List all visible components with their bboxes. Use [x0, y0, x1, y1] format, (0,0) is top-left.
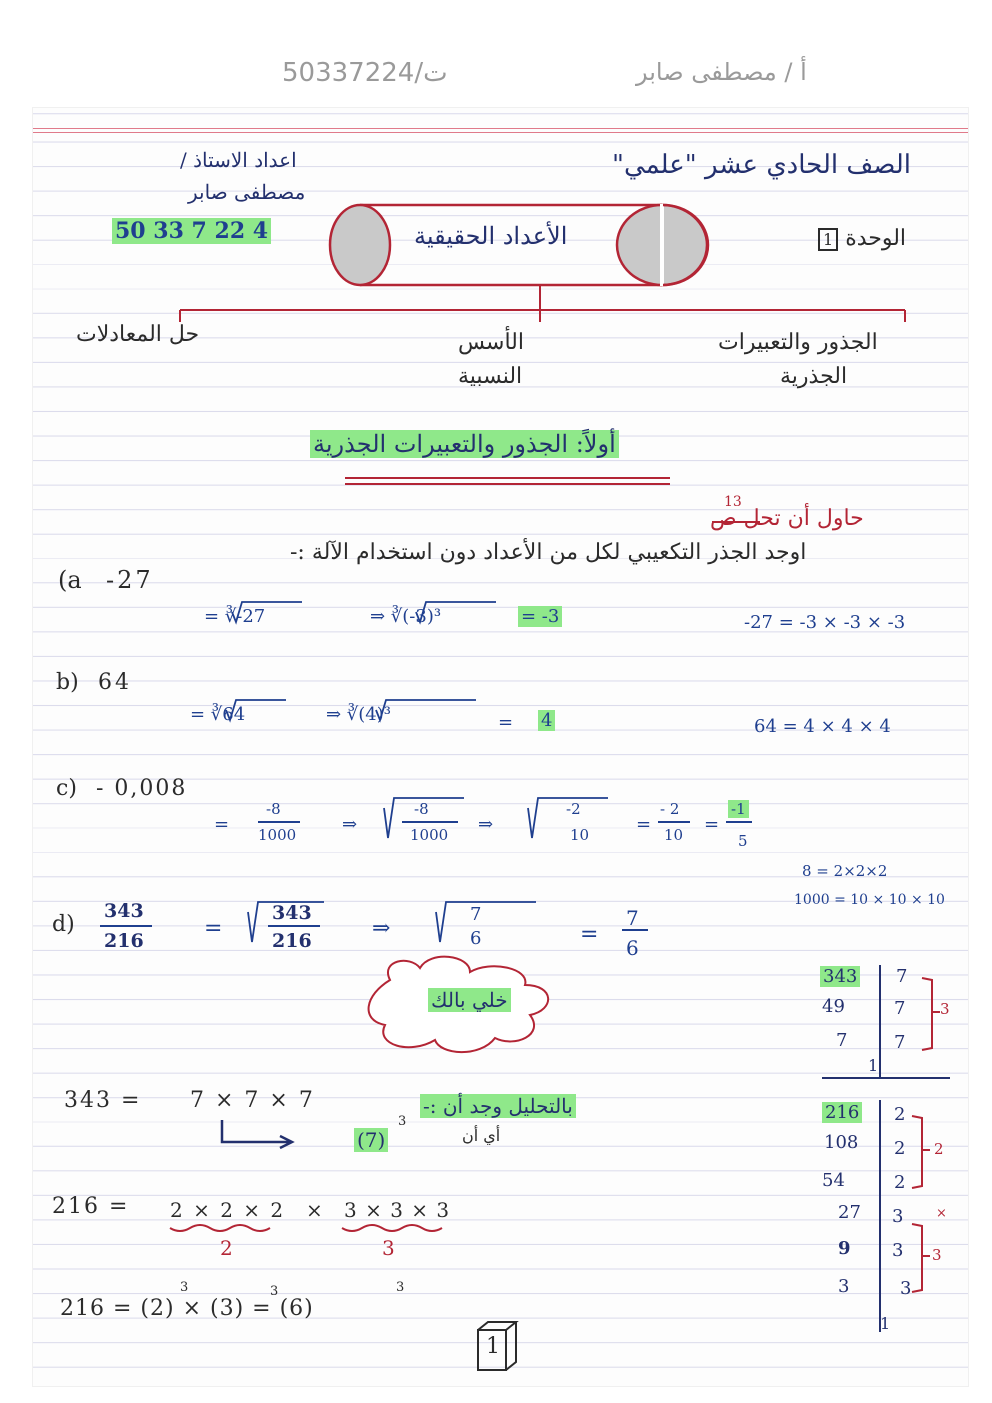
problem-b-number: 64: [98, 670, 132, 695]
div-top-0-b: 7: [896, 966, 908, 987]
div-bot-0-b: 2: [894, 1104, 906, 1125]
try-page: 13: [724, 494, 742, 510]
branch-exponents-2: النسبية: [458, 364, 523, 389]
work-line2-x: ×: [306, 1198, 323, 1222]
div-bot-3-a: 27: [838, 1202, 861, 1223]
work-line1-left: 343 =: [64, 1088, 142, 1113]
problem-b-equals: =: [498, 712, 514, 733]
factor-note-sub: أي أن: [462, 1126, 501, 1145]
problem-c-num3: -2: [566, 800, 581, 818]
work-line2-a-sub: 2: [220, 1236, 233, 1260]
problem-d-result-den: 6: [626, 936, 639, 960]
problem-c-den1: 1000: [258, 826, 297, 844]
factor-note: بالتحليل وجد أن :-: [420, 1094, 576, 1118]
problem-c-number: - 0,008: [96, 776, 188, 801]
branch-roots-1: الجذور والتعبيرات: [718, 330, 878, 355]
div-mark-top: 3: [940, 1000, 950, 1018]
problem-d-den: 216: [104, 930, 144, 952]
problem-c-num2: -8: [414, 800, 429, 818]
work-line2-b-sub: 3: [382, 1236, 395, 1260]
div-bot-2-b: 2: [894, 1172, 906, 1193]
problem-d-inner-num: 7: [470, 904, 482, 925]
div-mark-3: 3: [932, 1246, 942, 1264]
problem-a-check: -27 = -3 × -3 × -3: [744, 612, 906, 633]
problem-c-num5: -1: [728, 800, 749, 818]
problem-b-step1: = ∛64: [190, 704, 246, 725]
work-line2-b: 3 × 3 × 3: [344, 1198, 451, 1222]
prepared-by: اعداد الاستاذ /: [180, 148, 297, 172]
problem-b-label: b): [56, 670, 79, 695]
div-top-0-a: 343: [820, 966, 860, 987]
problem-c-den4: 10: [664, 826, 684, 844]
problem-d-eq1: =: [204, 916, 223, 941]
problem-c-eq1: =: [214, 814, 230, 835]
work-line1-exp: 3: [398, 1114, 407, 1129]
problem-d-inner-den: 6: [470, 928, 482, 949]
problem-a-step1: = ∛-27: [204, 606, 266, 627]
work-line3-exp1: 3: [180, 1280, 189, 1295]
branch-roots-2: الجذرية: [780, 364, 848, 389]
unit-label: الوحدة 1: [818, 226, 906, 251]
problem-b-step2: ⇒ ∛(4)³: [326, 704, 391, 725]
problem-a-step2: ⇒ ∛(-3)³: [370, 606, 442, 627]
problem-c-label: c): [56, 776, 77, 801]
work-line3: 216 = (2) × (3) = (6): [60, 1296, 314, 1321]
div-top-2-b: 7: [894, 1032, 906, 1053]
problem-c-den2: 1000: [410, 826, 449, 844]
header-phone: 50337224/ت: [282, 58, 448, 88]
div-bot-4-b: 3: [892, 1240, 904, 1261]
branch-exponents-1: الأسس: [458, 330, 524, 355]
div-top-1-b: 7: [894, 998, 906, 1019]
div-bot-6-a: 1: [880, 1314, 891, 1333]
work-line3-exp3: 3: [396, 1280, 405, 1295]
problem-c-note1: 8 = 2×2×2: [802, 862, 888, 880]
div-bot-2-a: 54: [822, 1170, 845, 1191]
div-bot-4-a: 9: [838, 1238, 851, 1259]
problem-c-num4: - 2: [660, 800, 680, 818]
work-line1-right: 7 × 7 × 7: [190, 1088, 315, 1113]
div-mark-2: 2: [934, 1140, 944, 1158]
page-number: 1: [486, 1334, 500, 1359]
problem-d-result-num: 7: [626, 906, 639, 930]
work-line2-left: 216 =: [52, 1194, 130, 1219]
unit-number: 1: [818, 228, 838, 251]
problem-a-result: = -3: [518, 606, 562, 627]
div-top-2-a: 7: [836, 1030, 848, 1051]
work-line2-a: 2 × 2 × 2: [170, 1198, 286, 1222]
instruction: اوجد الجذر التكعيبي لكل من الأعداد دون استخدام الآلة :-: [290, 540, 807, 565]
header-teacher: أ / مصطفى صابر: [636, 58, 807, 86]
problem-b-check: 64 = 4 × 4 × 4: [754, 716, 891, 737]
div-bot-0-a: 216: [822, 1102, 862, 1123]
banner-title: الأعداد الحقيقية: [414, 222, 568, 250]
div-mark-x: ×: [936, 1206, 947, 1221]
problem-c-num1: -8: [266, 800, 281, 818]
div-bot-1-b: 2: [894, 1138, 906, 1159]
problem-c-eq3: =: [704, 814, 720, 835]
problem-c-arrow1: ⇒: [342, 814, 358, 835]
problem-a-label: (a: [58, 566, 82, 594]
problem-d-label: d): [52, 912, 75, 937]
try-label: حاول أن تحل ص: [710, 506, 864, 531]
cloud-note: خلي بالك: [428, 988, 511, 1012]
section-title: أولاً: الجذور والتعبيرات الجذرية: [310, 430, 619, 458]
div-bot-5-a: 3: [838, 1276, 850, 1297]
grade-title: الصف الحادي عشر "علمي": [612, 150, 911, 180]
problem-c-arrow2: ⇒: [478, 814, 494, 835]
div-top-3-a: 1: [868, 1056, 879, 1075]
problem-c-eq2: =: [636, 814, 652, 835]
problem-d-arrow: ⇒: [372, 916, 391, 941]
problem-b-result: 4: [538, 710, 555, 731]
teacher-phone: 50 33 7 22 4: [112, 218, 271, 244]
work-line3-exp2: 3: [270, 1284, 279, 1299]
div-bot-5-b: 3: [900, 1278, 912, 1299]
branch-equations: حل المعادلات: [76, 322, 200, 347]
problem-d-num: 343: [104, 900, 144, 922]
div-bot-1-a: 108: [824, 1132, 859, 1153]
div-bot-3-b: 3: [892, 1206, 904, 1227]
problem-d-eq2: =: [580, 922, 599, 947]
problem-c-note2: 1000 = 10 × 10 × 10: [794, 892, 945, 908]
work-line1-power: (7): [354, 1128, 388, 1152]
div-top-1-a: 49: [822, 996, 845, 1017]
problem-c-den3: 10: [570, 826, 590, 844]
problem-d-root-den: 216: [272, 930, 312, 952]
problem-c-den5: 5: [738, 832, 748, 850]
problem-a-number: -27: [106, 566, 154, 594]
problem-d-root-num: 343: [272, 902, 312, 924]
teacher-name: مصطفى صابر: [188, 180, 306, 204]
